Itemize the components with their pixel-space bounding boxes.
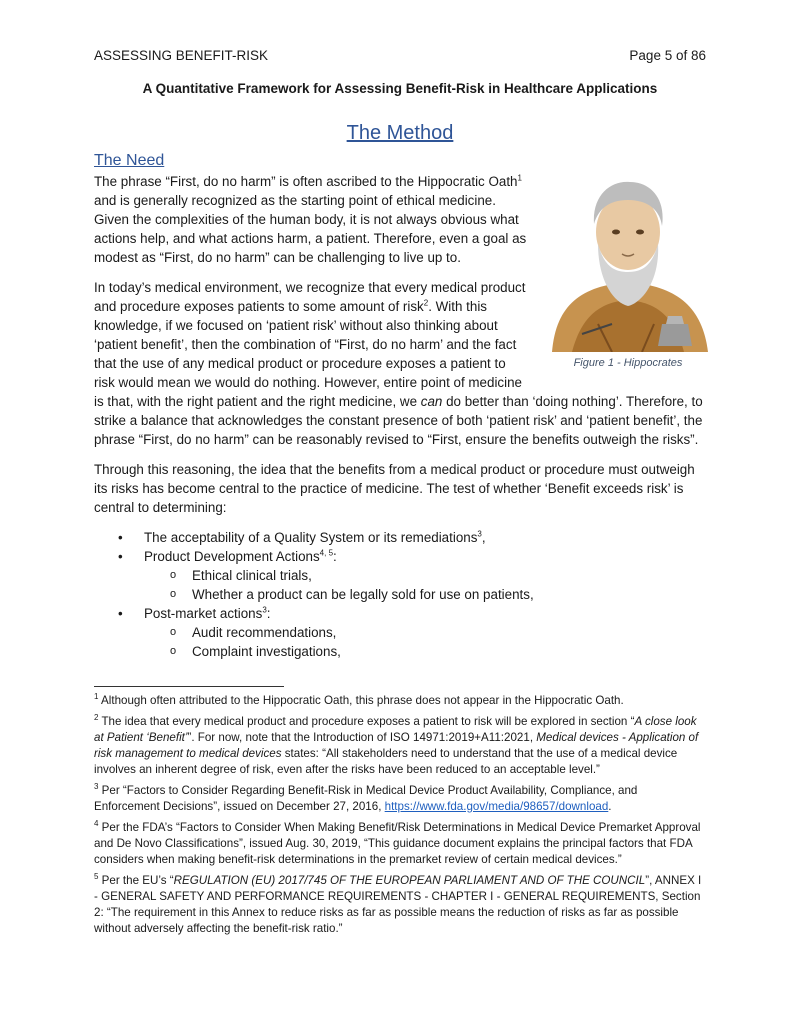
footnote-text: Although often attributed to the Hippocratic Oath, this phrase does not appear in the Hippocratic Oath. (98, 694, 624, 707)
list-item (94, 547, 706, 604)
list-item-punct: : (333, 549, 337, 564)
footnote-number: 5 (94, 872, 99, 882)
figure-caption: Figure 1 - Hippocrates (573, 357, 683, 369)
footnote-text: Per the FDA’s “Factors to Consider When Making Benefit/Risk Determinations in Medical Device Premarket Approval and De Novo Classifications”, issued Aug. 30, 2019, “This guidance document explains the principal factors that FDA considers when making benefit-risk determinations in the premarket review of certain medical devices.” (94, 821, 701, 866)
paragraph-1-text-cont: and is generally recognized as the starting point of ethical medicine. Given the complexities of the human body, it is not always obvious what actions help, and what actions harm, a patient. Therefore, even a goal as modest as “First, do no harm” can be challenging to live up to. (94, 193, 527, 265)
footnote-4 (94, 820, 706, 868)
footnote-ref-1[interactable]: 1 (517, 173, 522, 183)
sub-list-item: o Whether a product can be legally sold for use on patients, (144, 585, 706, 604)
list-item-text: Post-market actions (144, 606, 263, 621)
sub-list-item: o Audit recommendations, (144, 623, 706, 642)
footnote-emphasis: A close look at Patient ‘Benefit’ (94, 715, 697, 744)
page-number: Page 5 of 86 (629, 48, 706, 63)
body-text (94, 172, 706, 661)
sub-list (144, 566, 706, 604)
footnote-3 (94, 783, 706, 815)
hippocrates-portrait-icon (542, 174, 714, 352)
footnote-text: Per the EU’s “ (98, 874, 174, 887)
footnotes (94, 693, 706, 942)
figure-hippocrates (542, 174, 714, 370)
footnote-text: . (608, 800, 612, 813)
list-item (94, 528, 706, 547)
footnote-number: 3 (94, 782, 99, 792)
paragraph-1-text: The phrase “First, do no harm” is often ascribed to the Hippocratic Oath (94, 174, 518, 189)
footnote-text: The idea that every medical product and procedure exposes a patient to risk will be explored in section “ (98, 715, 635, 728)
footnote-ref-3[interactable]: 3 (262, 605, 267, 615)
footnote-ref-2[interactable]: 2 (423, 298, 429, 308)
list-item-punct: , (481, 530, 486, 545)
paragraph-2-emphasis: can (420, 394, 443, 409)
footnote-ref-3[interactable]: 3 (477, 529, 482, 539)
paragraph-2-text-cont: . With this knowledge, if we focused on ‘patient risk’ without also thinking about ‘patient benefit’, then the combination of “First, do no harm’ and the fact that the use of any medical product or procedure exposes a patient to risk would mean we would do nothing. However, entire point of medicine is that, with the right patient and the right medicine, we (94, 299, 522, 409)
footnote-divider (94, 686, 284, 687)
bullet-list (94, 528, 706, 661)
footnote-emphasis: Medical devices - Application of risk management to medical devices (94, 731, 699, 760)
sub-list-item: o Ethical clinical trials, (144, 566, 706, 585)
paragraph-3: Through this reasoning, the idea that the benefits from a medical product or procedure must outweigh its risks has become central to the practice of medicine. The test of whether ‘Benefit exceeds risk’ is central to determining: (94, 462, 695, 515)
running-header: ASSESSING BENEFIT-RISK (94, 48, 269, 63)
footnote-1 (94, 693, 706, 709)
footnote-emphasis: REGULATION (EU) 2017/745 OF THE EUROPEAN PARLIAMENT AND OF THE COUNCIL (173, 874, 646, 887)
sub-list-item: o Complaint investigations, (144, 642, 706, 661)
footnote-ref-4-5[interactable]: 4, 5 (319, 548, 334, 558)
footnote-text: states: “All stakeholders need to understand that the use of a medical device involves an inherent degree of risk, even after the risks have been reduced to an acceptable level.” (94, 747, 678, 776)
footnote-text: Per “Factors to Consider Regarding Benefit-Risk in Medical Device Product Availability, Compliance, and Enforcement Decisions”, issued on December 27, 2016, (94, 784, 638, 813)
footnote-number: 4 (94, 819, 99, 829)
document-title: A Quantitative Framework for Assessing Benefit-Risk in Healthcare Applications (142, 81, 658, 96)
sub-list (144, 623, 706, 661)
footnote-text: ”, ANNEX I - GENERAL SAFETY AND PERFORMANCE REQUIREMENTS - CHAPTER I - GENERAL REQUIREMENTS, Section 2: “The requirement in this Annex to reduce risks as far as possible means the reduction of risks as far as possible without adversely affecting the benefit-risk ratio.” (94, 874, 702, 935)
fda-download-link[interactable]: https://www.fda.gov/media/98657/download (384, 800, 609, 813)
list-item-text: The acceptability of a Quality System or its remediations (144, 530, 478, 545)
paragraph-2-text: In today’s medical environment, we recognize that every medical product and procedure exposes patients to some amount of risk (94, 280, 526, 314)
footnote-2 (94, 714, 706, 778)
list-item-text: Product Development Actions (144, 549, 320, 564)
subsection-heading: The Need (94, 152, 165, 169)
footnote-number: 2 (94, 713, 99, 723)
list-item-punct: : (266, 606, 271, 621)
footnote-number: 1 (94, 692, 99, 702)
footnote-text: ”. For now, note that the Introduction of ISO 14971:2019+A11:2021, (187, 731, 537, 744)
list-item (94, 604, 706, 661)
footnote-5 (94, 873, 706, 937)
section-heading: The Method (346, 122, 454, 144)
paragraph-2-text-end: do better than ‘doing nothing’. Therefore, to strike a balance that acknowledges the constant presence of both ‘patient risk’ and ‘patient benefit’, the phrase “First, do no harm” can be reasonably revised to “First, ensure the benefits outweigh the risks”. (94, 394, 703, 447)
